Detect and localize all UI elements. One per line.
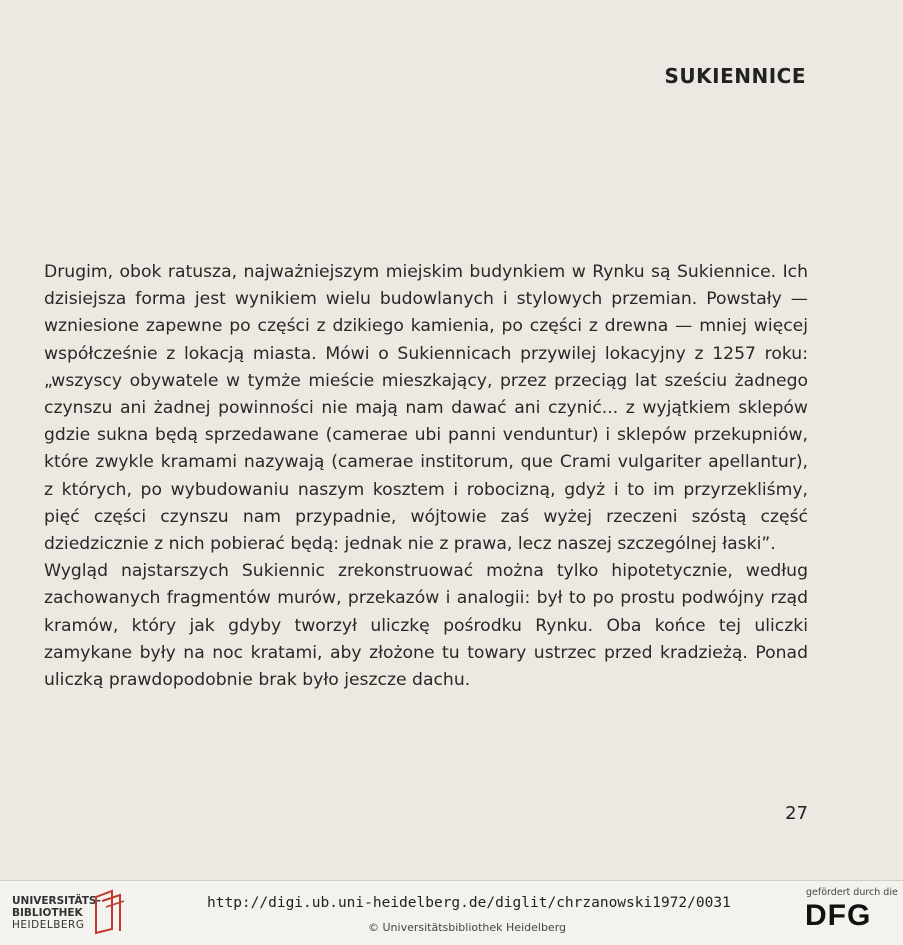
library-logo-text <box>12 895 101 931</box>
permalink-url[interactable]: http://digi.ub.uni-heidelberg.de/diglit/chrzanowski1972/0031 <box>207 895 731 911</box>
funding-note: gefördert durch die <box>806 887 898 898</box>
dfg-logo: DFG <box>805 899 872 932</box>
body-text <box>44 259 808 694</box>
paragraph-2: Wygląd najstarszych Sukiennic zrekonstruować można tylko hipotetycznie, według zachowanych fragmentów murów, przekazów i analogii: był to po prostu podwójny rząd kramów, który jak gdyby tworzył uliczkę pośrodku Rynku. Oba końce tej uliczki zamykane były na noc kratami, aby złożone tu towary ustrzec przed kradzieżą. Ponad uliczką prawdopodobnie brak było jeszcze dachu. <box>44 561 808 691</box>
footer-bar <box>0 880 903 945</box>
logo-line-1: UNIVERSITÄTS- <box>12 895 101 907</box>
logo-line-2: BIBLIOTHEK <box>12 907 83 919</box>
page-heading: SUKIENNICE <box>664 64 806 88</box>
logo-line-3: HEIDELBERG <box>12 919 85 931</box>
library-logo-icon <box>92 889 126 935</box>
copyright-text: © Universitätsbibliothek Heidelberg <box>368 921 567 934</box>
paragraph-1: Drugim, obok ratusza, najważniejszym miejskim budynkiem w Rynku są Sukiennice. Ich dzisiejsza forma jest wynikiem wielu budowlanych i stylowych przemian. Powstały — wzniesione zapewne po części z dzikiego kamienia, po części z drewna — mniej więcej współcześnie z lokacją miasta. Mówi o Sukiennicach przywilej lokacyjny z 1257 roku: „wszyscy obywatele w tymże mieście mieszkający, przez przeciąg lat sześciu żadnego czynszu ani żadnej powinności nie mają nam dawać ani czynić... z wyjątkiem sklepów gdzie sukna będą sprzedawane (camerae ubi panni venduntur) i sklepów przekupniów, które zwykle kramami nazywają (camerae institorum, que Crami vulgariter apellantur), z których, po wybudowaniu naszym kosztem i robocizną, gdyż i to im przyrzekliśmy, pięć części czynszu nam przypadnie, wójtowie zaś wyżej rzeczeni szóstą część dziedzicznie z nich pobierać będą: jednak nie z prawa, lecz naszej szczególnej łaski”. <box>44 262 808 555</box>
page-number: 27 <box>785 803 808 824</box>
